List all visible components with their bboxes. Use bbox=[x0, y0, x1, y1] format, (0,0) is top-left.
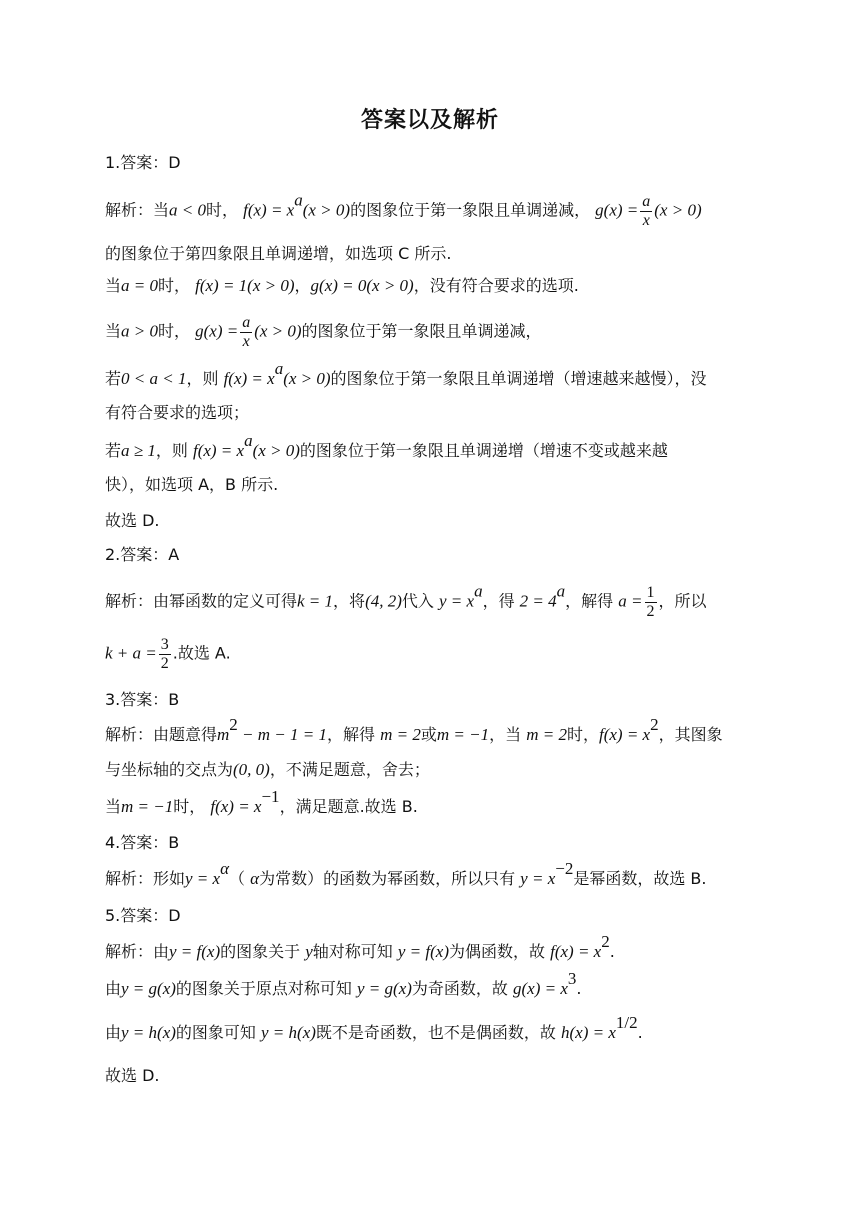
text: 的图象关于原点对称可知 bbox=[175, 979, 352, 998]
math: (x > 0) bbox=[654, 200, 702, 220]
math: 2 = 4 bbox=[519, 591, 557, 611]
math-sup: a bbox=[294, 190, 303, 210]
math: m = −1 bbox=[121, 797, 174, 816]
math: g(x) = bbox=[595, 200, 639, 220]
numerator: a bbox=[642, 193, 651, 210]
math: y = f(x) bbox=[397, 942, 449, 961]
q3-explanation-line-3 bbox=[105, 786, 765, 817]
text: 当 bbox=[105, 797, 122, 816]
math: α bbox=[250, 869, 260, 888]
math: m bbox=[217, 725, 230, 744]
text: . bbox=[637, 1023, 643, 1042]
text: .故选 A. bbox=[172, 643, 231, 663]
math: a = 0 bbox=[121, 276, 158, 295]
text: ，解得 bbox=[327, 725, 376, 744]
text: （ bbox=[229, 869, 246, 888]
text: 由 bbox=[105, 1023, 122, 1042]
numerator: 3 bbox=[160, 636, 169, 653]
text: 解析：由 bbox=[105, 942, 170, 961]
text: ，满足题意.故选 B. bbox=[279, 797, 418, 816]
math-sup: α bbox=[220, 858, 230, 878]
answer-4: 4.答案：B bbox=[105, 833, 180, 852]
text: 时， bbox=[173, 797, 206, 816]
text: 轴对称可知 bbox=[312, 942, 393, 961]
text: ，则 bbox=[186, 369, 219, 388]
q5-explanation-line-2 bbox=[105, 968, 765, 999]
q1-explanation-line-1 bbox=[105, 190, 765, 229]
math: f(x) = x bbox=[550, 942, 602, 961]
text: ，当 bbox=[489, 725, 522, 744]
page-title: 答案以及解析 bbox=[360, 108, 499, 133]
text: 的图象位于第一象限且单调递增（增速不变或越来越 bbox=[299, 441, 668, 460]
math-sup: 3 bbox=[567, 968, 577, 988]
text: 既不是奇函数，也不是偶函数，故 bbox=[315, 1023, 556, 1042]
text: 由 bbox=[105, 979, 122, 998]
text: 与坐标轴的交点为 bbox=[105, 760, 234, 779]
text: . bbox=[609, 942, 615, 961]
text: 解析：形如 bbox=[105, 869, 186, 888]
math: y bbox=[305, 942, 313, 961]
math: − m − 1 = 1 bbox=[237, 725, 327, 744]
q1-explanation-line-2: 的图象位于第四象限且单调递增，如选项 C 所示. bbox=[105, 244, 452, 263]
text: ，将 bbox=[333, 591, 366, 611]
q5-explanation-line-1 bbox=[105, 931, 765, 962]
q1-explanation-line-3 bbox=[105, 273, 765, 296]
math: g(x) = x bbox=[513, 979, 568, 998]
q1-explanation-line-7 bbox=[105, 430, 765, 461]
math: m = 2 bbox=[526, 725, 567, 744]
text: 或 bbox=[420, 725, 437, 744]
text: 当 bbox=[105, 276, 122, 295]
math: k + a = bbox=[105, 643, 157, 663]
answer-1: 1.答案：D bbox=[105, 153, 181, 172]
math: y = x bbox=[520, 869, 556, 888]
text: 为奇函数，故 bbox=[411, 979, 508, 998]
text: 解析：由幂函数的定义可得 bbox=[105, 591, 298, 611]
math: y = x bbox=[439, 591, 475, 611]
q4-explanation-line-1 bbox=[105, 858, 765, 889]
text: 代入 bbox=[401, 591, 434, 611]
math: f(x) = 1(x > 0) bbox=[195, 276, 295, 295]
text: ， bbox=[294, 276, 311, 295]
text: 是幂函数，故选 B. bbox=[573, 869, 707, 888]
math-sup: a bbox=[244, 430, 253, 450]
math-sup: 2 bbox=[650, 714, 659, 734]
fraction bbox=[240, 314, 252, 350]
text: 时， bbox=[158, 276, 191, 295]
math-sup: 2 bbox=[229, 714, 238, 734]
math-sup: a bbox=[556, 581, 566, 601]
text: ，所以 bbox=[658, 591, 707, 611]
math: a > 0 bbox=[121, 321, 158, 341]
text: 若 bbox=[105, 441, 122, 460]
math: f(x) = x bbox=[223, 369, 275, 388]
answer-5: 5.答案：D bbox=[105, 906, 181, 925]
math: y = g(x) bbox=[357, 979, 412, 998]
q3-explanation-line-2 bbox=[105, 757, 765, 780]
math-sup: a bbox=[474, 581, 483, 601]
text: 为常数）的函数为幂函数，所以只有 bbox=[259, 869, 516, 888]
math: (x > 0) bbox=[254, 321, 302, 341]
text: . bbox=[576, 979, 582, 998]
text: 时， bbox=[566, 725, 599, 744]
math: y = h(x) bbox=[261, 1023, 316, 1042]
math-sup: 2 bbox=[601, 931, 610, 951]
math: g(x) = bbox=[195, 321, 239, 341]
q1-explanation-line-4 bbox=[105, 314, 765, 350]
text: 解析：由题意得 bbox=[105, 725, 218, 744]
math: (x > 0) bbox=[302, 200, 351, 220]
text: 时， bbox=[158, 321, 191, 341]
text: 当 bbox=[105, 321, 122, 341]
text: 的图象可知 bbox=[175, 1023, 256, 1042]
q5-explanation-line-3 bbox=[105, 1012, 765, 1043]
q5-conclusion: 故选 D. bbox=[105, 1066, 160, 1085]
q1-explanation-line-6: 有符合要求的选项； bbox=[105, 403, 250, 422]
math: g(x) = 0(x > 0) bbox=[310, 276, 414, 295]
text: ，解得 bbox=[565, 591, 614, 611]
text: ，得 bbox=[482, 591, 515, 611]
math: (4, 2) bbox=[365, 591, 402, 611]
math: y = x bbox=[185, 869, 221, 888]
math: m = 2 bbox=[380, 725, 421, 744]
math: (x > 0) bbox=[283, 369, 331, 388]
math: (0, 0) bbox=[233, 760, 270, 779]
numerator: 1 bbox=[646, 584, 655, 601]
math-sup: a bbox=[274, 358, 284, 378]
math-sup: 1/2 bbox=[615, 1012, 638, 1032]
math: a = bbox=[618, 591, 643, 611]
text: ，没有符合要求的选项. bbox=[413, 276, 579, 295]
fraction bbox=[640, 193, 652, 229]
math: h(x) = x bbox=[561, 1023, 616, 1042]
math-sup: −1 bbox=[261, 786, 280, 806]
denominator: x bbox=[642, 211, 650, 229]
text: 的图象位于第一象限且单调递增（增速越来越慢），没 bbox=[330, 369, 707, 388]
numerator: a bbox=[242, 314, 251, 331]
math: y = g(x) bbox=[121, 979, 176, 998]
text: 解析：当 bbox=[105, 200, 170, 220]
math: f(x) = x bbox=[243, 200, 295, 220]
answer-2: 2.答案：A bbox=[105, 545, 180, 564]
math: k = 1 bbox=[297, 591, 334, 611]
denominator: 2 bbox=[646, 602, 655, 620]
text: ，不满足题意，舍去； bbox=[269, 760, 430, 779]
q1-explanation-line-5 bbox=[105, 358, 765, 389]
math: 0 < a < 1 bbox=[121, 369, 187, 388]
math: a < 0 bbox=[169, 200, 206, 220]
text: 的图象位于第一象限且单调递减， bbox=[350, 200, 591, 220]
math-sup: −2 bbox=[555, 858, 574, 878]
math: a ≥ 1 bbox=[121, 441, 156, 460]
q2-explanation-line-2 bbox=[105, 636, 765, 672]
text: 若 bbox=[105, 369, 122, 388]
math: f(x) = x bbox=[598, 725, 651, 744]
q1-conclusion: 故选 D. bbox=[105, 511, 160, 530]
text: ，其图象 bbox=[658, 725, 723, 744]
math: y = h(x) bbox=[121, 1023, 176, 1042]
answer-3: 3.答案：B bbox=[105, 690, 180, 709]
q2-explanation-line-1 bbox=[105, 581, 765, 620]
text: 时， bbox=[206, 200, 239, 220]
denominator: x bbox=[242, 332, 250, 350]
text: 的图象关于 bbox=[220, 942, 301, 961]
math: f(x) = x bbox=[192, 441, 245, 460]
text: ，则 bbox=[155, 441, 188, 460]
math: (x > 0) bbox=[252, 441, 300, 460]
text: 为偶函数，故 bbox=[449, 942, 546, 961]
math: f(x) = x bbox=[210, 797, 262, 816]
fraction bbox=[159, 636, 171, 672]
text: 的图象位于第一象限且单调递减， bbox=[301, 321, 542, 341]
fraction bbox=[645, 584, 657, 620]
denominator: 2 bbox=[160, 654, 169, 672]
q1-explanation-line-8: 快），如选项 A，B 所示. bbox=[105, 475, 279, 494]
q3-explanation-line-1 bbox=[105, 714, 765, 745]
math: y = f(x) bbox=[169, 942, 221, 961]
math: m = −1 bbox=[436, 725, 490, 744]
